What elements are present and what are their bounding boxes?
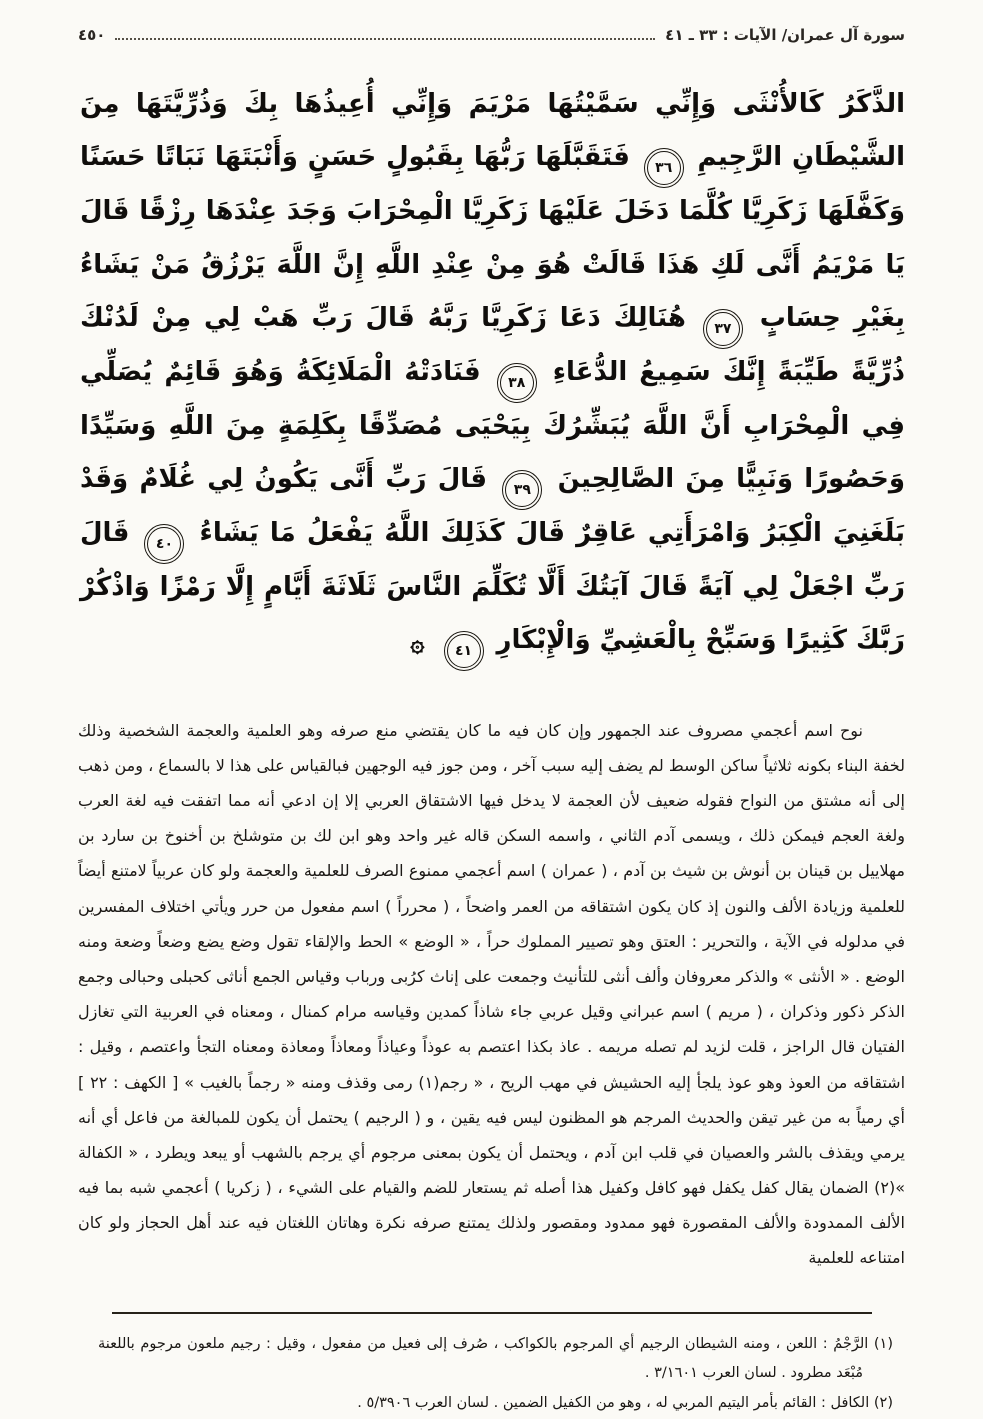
commentary-section <box>78 713 905 1276</box>
quran-text-segment: هُنَالِكَ دَعَا زَكَرِيَّا رَبَّهُ قَالَ رَبِّ هَبْ لِي مِنْ لَدُنْكَ ذُرِّيَّةً طَيِّبَةً إِنَّكَ سَمِيعُ الدُّعَاءِ <box>80 302 905 387</box>
footnotes-list <box>78 1330 905 1419</box>
verse-number-badge: ٤٠ <box>147 527 181 561</box>
footnote-item: (١) الرَّجْمُ : اللعن ، ومنه الشيطان الرجيم أي المرجوم بالكواكب ، صُرف إلى فعيل من مفعول ، وقيل : رجيم ملعون مرجوم باللعنة مُبْعَد مطرود . لسان العرب ٣/١٦٠١ . <box>98 1335 893 1382</box>
verse-number-badge: ٤١ <box>447 634 481 668</box>
verse-number-badge: ٣٨ <box>500 366 534 400</box>
page-number: ٤٥٠ <box>78 26 106 44</box>
dotted-leader <box>115 30 655 39</box>
quran-block <box>78 78 905 669</box>
page-header <box>78 26 905 44</box>
quran-text-segment: قَالَ رَبِّ أَنَّى يَكُونُ لِي غُلَامٌ وَقَدْ بَلَغَنِيَ الْكِبَرُ وَامْرَأَتِي عَاقِرٌ قَالَ كَذَلِكَ اللَّهُ يَفْعَلُ مَا يَشَاءُ <box>80 464 905 549</box>
quran-text-segment: فَتَقَبَّلَهَا رَبُّهَا بِقَبُولٍ حَسَنٍ وَأَنْبَتَهَا نَبَاتًا حَسَنًا وَكَفَّلَهَا زَكَرِيَّا كُلَّمَا دَخَلَ عَلَيْهَا زَكَرِيَّا الْمِحْرَابَ وَجَدَ عِنْدَهَا رِزْقًا قَالَ يَا مَرْيَمُ أَنَّى لَكِ هَذَا قَالَتْ هُوَ مِنْ عِنْدِ اللَّهِ إِنَّ اللَّهَ يَرْزُقُ مَنْ يَشَاءُ بِغَيْرِ حِسَابٍ <box>80 142 905 333</box>
end-of-passage-ornament-icon: ۞ <box>410 629 425 658</box>
footnote-separator-rule <box>112 1312 872 1314</box>
footnote-item: (٢) الكافل : القائم بأمر اليتيم المربي له ، وهو من الكفيل الضمين . لسان العرب ٥/٣٩٠٦ . <box>357 1395 893 1412</box>
commentary-paragraph: نوح اسم أعجمي مصروف عند الجمهور وإن كان فيه ما كان يقتضي منع صرفه وهو العلمية والعجمة الشخصية وذلك لخفة البناء بكونه ثلاثياً ساكن الوسط لم يضف إليه سبب آخر ، ومن جوز فيه الوجهين فبالقياس على هذا لا بالسماع ، ومن ذهب إلى أنه مشتق من النواح فقوله ضعيف لأن العجمة لا يدخل فيها الاشتقاق العربي إلا إن ادعي أنه مما اتفقت فيه لغة العرب ولغة العجم فيمكن ذلك ، ويسمى آدم الثاني ، واسمه السكن قاله غير واحد وهو ابن لك بن متوشلخ بن أخنوخ بن سارد بن مهلاييل بن قينان بن أنوش بن شيث بن آدم ، ( عمران ) اسم أعجمي ممنوع الصرف للعلمية والعجمة ولو كان عربياً لامتنع أيضاً للعلمية وزيادة الألف والنون إذ كان يكون اشتقاقه من العمر واضحاً ، ( محرراً ) اسم مفعول من حرر ويأتي اختلاف المفسرين في مدلوله في الآية ، والتحرير : العتق وهو تصيير المملوك حراً ، « الوضع » الحط والإلقاء تقول وضع يضع وضعاً وضعة ومنه الوضع . « الأنثى » والذكر معروفان وألف أنثى للتأنيث وجمعت على إناث كرُبى ورباب وقياس الجمع أناثى كحبلى وحبالى وجمع الذكر ذكور وذكران ، ( مريم ) اسم عبراني وقيل عربي جاء شاذاً كمدين وقياسه مرام كمنال ، ومعناه في العربية التي تغازل الفتيان قال الراجز ، قلت لزيد لم تصله مريمه . عاذ بكذا اعتصم به عوذاً وعياذاً ومعاذاً ومعاذة ومعناه التجأ واعتصم ، وقيل : اشتقاقه من العوذ وهو عوذ يلجأ إليه الحشيش في مهب الريح ، « رجم(١) رمى وقذف ومنه « رجماً بالغيب » [ الكهف : ٢٢ ] أي رمياً به من غير تيقن والحديث المرجم هو المظنون ليس فيه يقين ، و ( الرجيم ) يحتمل أن يكون للمبالغة من فاعل أي أنه يرمي ويقذف بالشر والعصيان في قلب ابن آدم ، ويحتمل أن يكون بمعنى مرجوم أي يرجم بالشهب أو يبعد ويطرد ، « الكفالة »(٢) الضمان يقال كفل يكفل فهو كافل وكفيل هذا أصله ثم يستعار للضم والقيام على الشيء ، ( زكريا ) أعجمي شبه بما فيه الألف الممدودة والألف المقصورة فهو ممدود ومقصور ولذلك يمتنع صرفه نكرة وهاتان اللغتان فيه عند أهل الحجاز ولو كان امتناعه للعلمية <box>78 720 906 1268</box>
verse-number-badge: ٣٦ <box>647 151 681 185</box>
surah-header-title: سورة آل عمران/ الآيات : ٣٣ ـ ٤١ <box>665 26 905 44</box>
verse-number-badge: ٣٩ <box>505 473 539 507</box>
quran-text-segment: الذَّكَرُ كَالأُنْثَى وَإِنِّي سَمَّيْتُهَا مَرْيَمَ وَإِنِّي أُعِيذُهَا بِكَ وَذُرِّيَّتَهَا مِنَ الشَّيْطَانِ الرَّجِيمِ <box>80 89 905 173</box>
quran-text-segment: قَالَ رَبِّ اجْعَلْ لِي آيَةً قَالَ آيَتُكَ أَلَّا تُكَلِّمَ النَّاسَ ثَلَاثَةَ أَيَّامٍ إِلَّا رَمْزًا وَاذْكُرْ رَبَّكَ كَثِيرًا وَسَبِّحْ بِالْعَشِيِّ وَالْإِبْكَارِ <box>80 518 905 656</box>
verse-number-badge: ٣٧ <box>706 312 740 346</box>
quran-text-segment: فَنَادَتْهُ الْمَلَائِكَةُ وَهُوَ قَائِمٌ يُصَلِّي فِي الْمِحْرَابِ أَنَّ اللَّهَ يُبَشِّرُكَ بِيَحْيَى مُصَدِّقًا بِكَلِمَةٍ مِنَ اللَّهِ وَسَيِّدًا وَحَصُورًا وَنَبِيًّا مِنَ الصَّالِحِينَ <box>80 356 905 495</box>
